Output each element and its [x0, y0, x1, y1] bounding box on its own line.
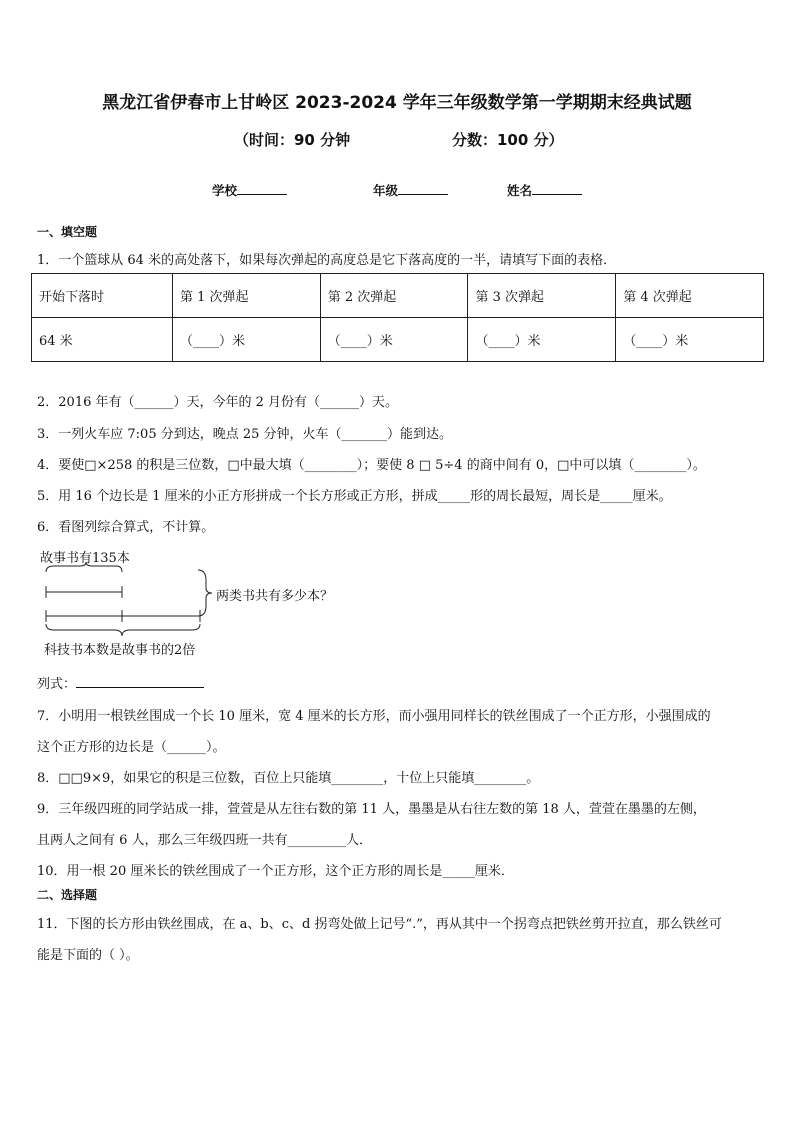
name-blank[interactable] — [532, 194, 582, 195]
grade-field — [373, 181, 448, 199]
table-header-cell: 第 2 次弹起 — [320, 274, 468, 318]
question-7-line-1: 7．小明用一根铁丝围成一个长 10 厘米，宽 4 厘米的长方形，而小强用同样长的铁丝围成了一个正方形，小强围成的 — [37, 709, 711, 724]
question-11-line-1: 11．下图的长方形由铁丝围成，在 a、b、c、d 拐弯处做上记号“.”，再从其中一个拐弯点把铁丝剪开拉直，那么铁丝可 — [37, 917, 722, 932]
question-1: 1．一个篮球从 64 米的高处落下，如果每次弹起的高度总是它下落高度的一半，请填写下面的表格． — [37, 253, 617, 268]
question-3: 3．一列火车应 7:05 分到达，晚点 25 分钟，火车（_______）能到达。 — [37, 427, 453, 442]
question-4: 4．要使□×258 的积是三位数，□中最大填（________）；要使 8 □ 5÷4 的商中间有 0，□中可以填（________）。 — [37, 458, 706, 473]
section-choice-title: 二、选择题 — [37, 888, 98, 902]
table-header-cell: 第 3 次弹起 — [468, 274, 616, 318]
question-11-line-2: 能是下面的（ ）。 — [37, 948, 139, 963]
exam-time: （时间：90 分钟 — [234, 131, 351, 149]
question-9-line-1: 9．三年级四班的同学站成一排，萱萱是从左往右数的第 11 人，墨墨是从右往左数的第 18 人，萱萱在墨墨的左侧， — [37, 802, 706, 817]
table-answer-cell[interactable]: （____）米 — [320, 318, 468, 362]
question-7-line-2: 这个正方形的边长是（______）。 — [37, 740, 226, 755]
exam-score: 分数：100 分） — [452, 131, 564, 149]
bottom-brace — [40, 622, 210, 638]
name-label: 姓名 — [507, 183, 533, 198]
table-row — [32, 318, 764, 362]
exam-title: 黑龙江省伊春市上甘岭区 2023-2024 学年三年级数学第一学期期末经典试题 — [102, 93, 692, 113]
school-field — [212, 181, 287, 199]
table-header-cell: 开始下落时 — [32, 274, 173, 318]
question-8: 8．□□9×9，如果它的积是三位数，百位上只能填________，十位上只能填________。 — [37, 771, 540, 786]
diagram-top-label: 故事书有135本 — [40, 551, 130, 566]
answer-label: 列式： — [37, 677, 77, 692]
question-10: 10．用一根 20 厘米长的铁丝围成了一个正方形，这个正方形的周长是_____厘米． — [37, 864, 514, 879]
question-6-answer — [37, 673, 204, 692]
table-answer-cell[interactable]: （____）米 — [468, 318, 616, 362]
right-brace — [196, 568, 216, 618]
table-header-row — [32, 274, 764, 318]
section-fill-title: 一、填空题 — [37, 225, 98, 239]
question-5: 5．用 16 个边长是 1 厘米的小正方形拼成一个长方形或正方形，拼成_____形的周长最短，周长是_____厘米。 — [37, 489, 672, 504]
table-cell: 64 米 — [32, 318, 173, 362]
question-9-line-2: 且两人之间有 6 人，那么三年级四班一共有_________人． — [37, 833, 373, 848]
question-2: 2．2016 年有（______）天，今年的 2 月份有（______）天。 — [37, 395, 399, 410]
answer-blank[interactable] — [76, 687, 204, 688]
diagram-right-label: 两类书共有多少本？ — [216, 589, 334, 604]
top-brace — [46, 562, 122, 572]
school-blank[interactable] — [237, 194, 287, 195]
table-header-cell: 第 1 次弹起 — [172, 274, 320, 318]
school-label: 学校 — [212, 183, 238, 198]
table-answer-cell[interactable]: （____）米 — [172, 318, 320, 362]
grade-label: 年级 — [373, 183, 399, 198]
table-header-cell: 第 4 次弹起 — [616, 274, 764, 318]
bounce-table — [31, 273, 764, 362]
name-field — [507, 181, 582, 199]
table-answer-cell[interactable]: （____）米 — [616, 318, 764, 362]
diagram-bottom-label: 科技书本数是故事书的2倍 — [44, 643, 196, 658]
grade-blank[interactable] — [398, 194, 448, 195]
question-6: 6．看图列综合算式，不计算。 — [37, 520, 215, 535]
